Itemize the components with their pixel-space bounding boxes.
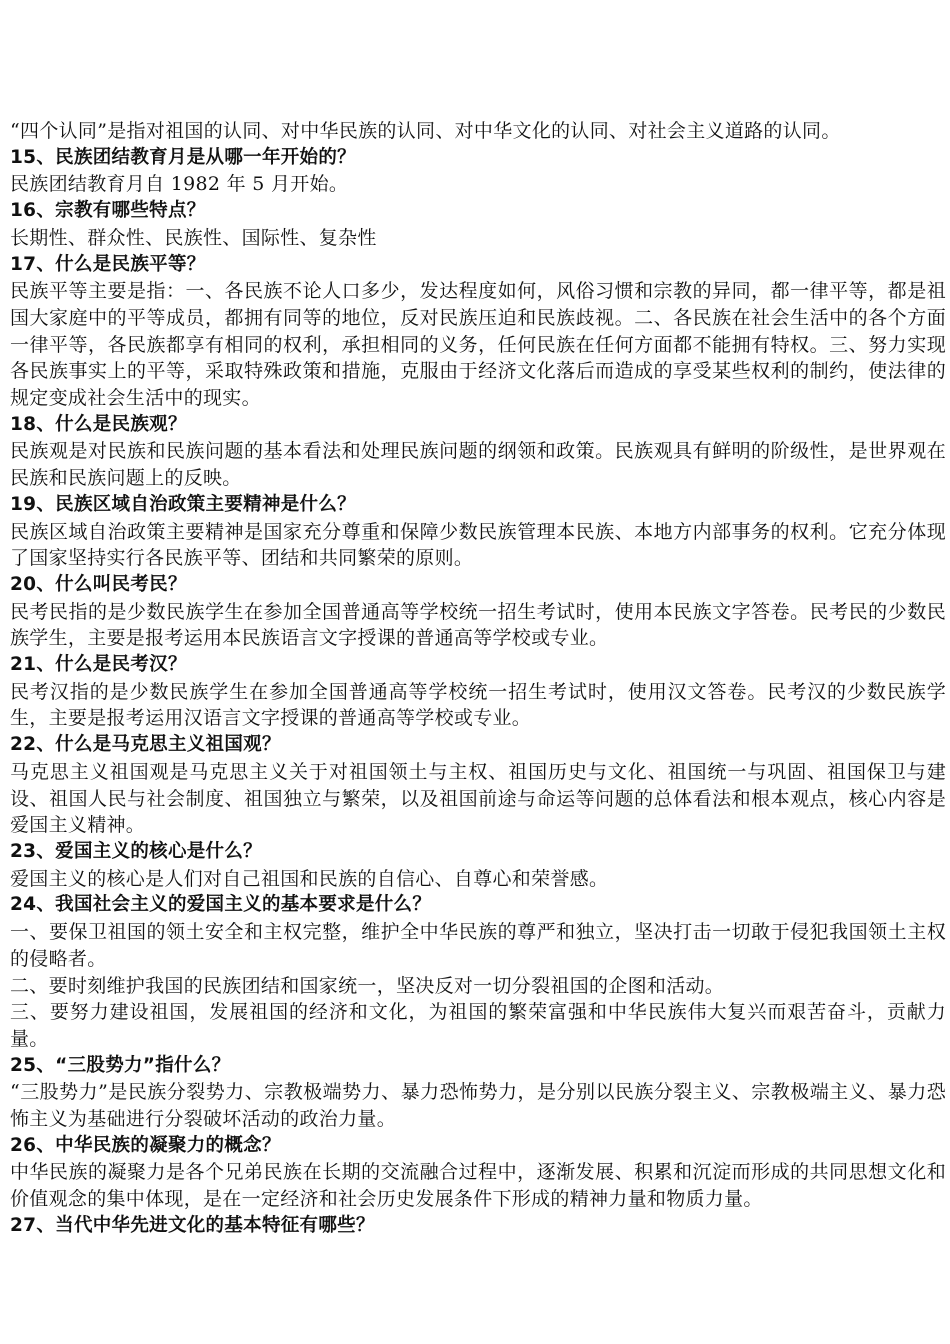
answer-paragraph: 长期性、群众性、民族性、国际性、复杂性: [10, 226, 377, 249]
answer-paragraph: 一、要保卫祖国的领土安全和主权完整，维护全中华民族的尊严和独立，坚决打击一切敢于侵犯我国领土主权的侵略者。: [10, 921, 946, 970]
question-heading: 25、“三股势力”指什么？: [10, 1054, 231, 1076]
question-heading: 18、什么是民族观？: [10, 413, 187, 435]
answer-paragraph: 民族团结教育月自 1982 年 5 月开始。: [10, 173, 349, 196]
question-heading: 20、什么叫民考民？: [10, 573, 187, 595]
qa-list: [10, 145, 946, 1240]
answer-paragraph: 民考民指的是少数民族学生在参加全国普通高等学校统一招生考试时，使用本民族文字答卷。民考民的少数民族学生，主要是报考运用本民族语言文字授课的普通高等学校或专业。: [10, 600, 946, 650]
answer-paragraph: 三、要努力建设祖国，发展祖国的经济和文化，为祖国的繁荣富强和中华民族伟大复兴而艰苦奋斗，贡献力量。: [10, 1001, 946, 1050]
question-heading: 17、什么是民族平等？: [10, 253, 206, 275]
answer-paragraph: 中华民族的凝聚力是各个兄弟民族在长期的交流融合过程中，逐渐发展、积累和沉淀而形成的共同思想文化和价值观念的集中体现，是在一定经济和社会历史发展条件下形成的精神力量和物质力量。: [10, 1161, 946, 1211]
question-heading: 19、民族区域自治政策主要精神是什么？: [10, 493, 356, 515]
question-heading: 27、当代中华先进文化的基本特征有哪些？: [10, 1214, 375, 1236]
answer-paragraph: 民考汉指的是少数民族学生在参加全国普通高等学校统一招生考试时，使用汉文答卷。民考汉的少数民族学生，主要是报考运用汉语言文字授课的普通高等学校或专业。: [10, 680, 946, 730]
question-heading: 22、什么是马克思主义祖国观？: [10, 734, 281, 756]
answer-paragraph: 民族平等主要是指：一、各民族不论人口多少，发达程度如何，风俗习惯和宗教的异同，都一律平等，都是祖国大家庭中的平等成员，都拥有同等的地位，反对民族压迫和民族歧视。二、各民族在社会生活中的各个方面一律平等，各民族都享有相同的权利，承担相同的义务，任何民族在任何方面都不能拥有特权。三、努力实现各民族事实上的平等，采取特殊政策和措施，克服由于经济文化落后而造成的享受某些权利的制约，使法律的规定变成社会生活中的现实。: [10, 280, 946, 410]
answer-paragraph: 马克思主义祖国观是马克思主义关于对祖国领土与主权、祖国历史与文化、祖国统一与巩固、祖国保卫与建设、祖国人民与社会制度、祖国独立与繁荣，以及祖国前途与命运等问题的总体看法和根本观点，核心内容是爱国主义精神。: [10, 760, 946, 837]
question-heading: 15、民族团结教育月是从哪一年开始的？: [10, 146, 356, 168]
question-heading: 21、什么是民考汉？: [10, 654, 187, 676]
intro-paragraph: “四个认同”是指对祖国的认同、对中华民族的认同、对中华文化的认同、对社会主义道路的认同。: [10, 120, 841, 142]
question-heading: 16、宗教有哪些特点？: [10, 200, 206, 222]
answer-paragraph: “三股势力”是民族分裂势力、宗教极端势力、暴力恐怖势力，是分别以民族分裂主义、宗教极端主义、暴力恐怖主义为基础进行分裂破坏活动的政治力量。: [10, 1081, 946, 1131]
answer-paragraph: 二、要时刻维护我国的民族团结和国家统一，坚决反对一切分裂祖国的企图和活动。: [10, 974, 725, 997]
answer-paragraph: 民族观是对民族和民族问题的基本看法和处理民族问题的纲领和政策。民族观具有鲜明的阶级性，是世界观在民族和民族问题上的反映。: [10, 440, 946, 490]
answer-paragraph: 民族区域自治政策主要精神是国家充分尊重和保障少数民族管理本民族、本地方内部事务的权利。它充分体现了国家坚持实行各民族平等、团结和共同繁荣的原则。: [10, 520, 946, 570]
question-heading: 26、中华民族的凝聚力的概念？: [10, 1134, 281, 1156]
answer-paragraph: 爱国主义的核心是人们对自己祖国和民族的自信心、自尊心和荣誉感。: [10, 867, 609, 890]
question-heading: 24、我国社会主义的爱国主义的基本要求是什么？: [10, 894, 432, 916]
document-page: [10, 118, 946, 1240]
question-heading: 23、爱国主义的核心是什么？: [10, 840, 262, 862]
